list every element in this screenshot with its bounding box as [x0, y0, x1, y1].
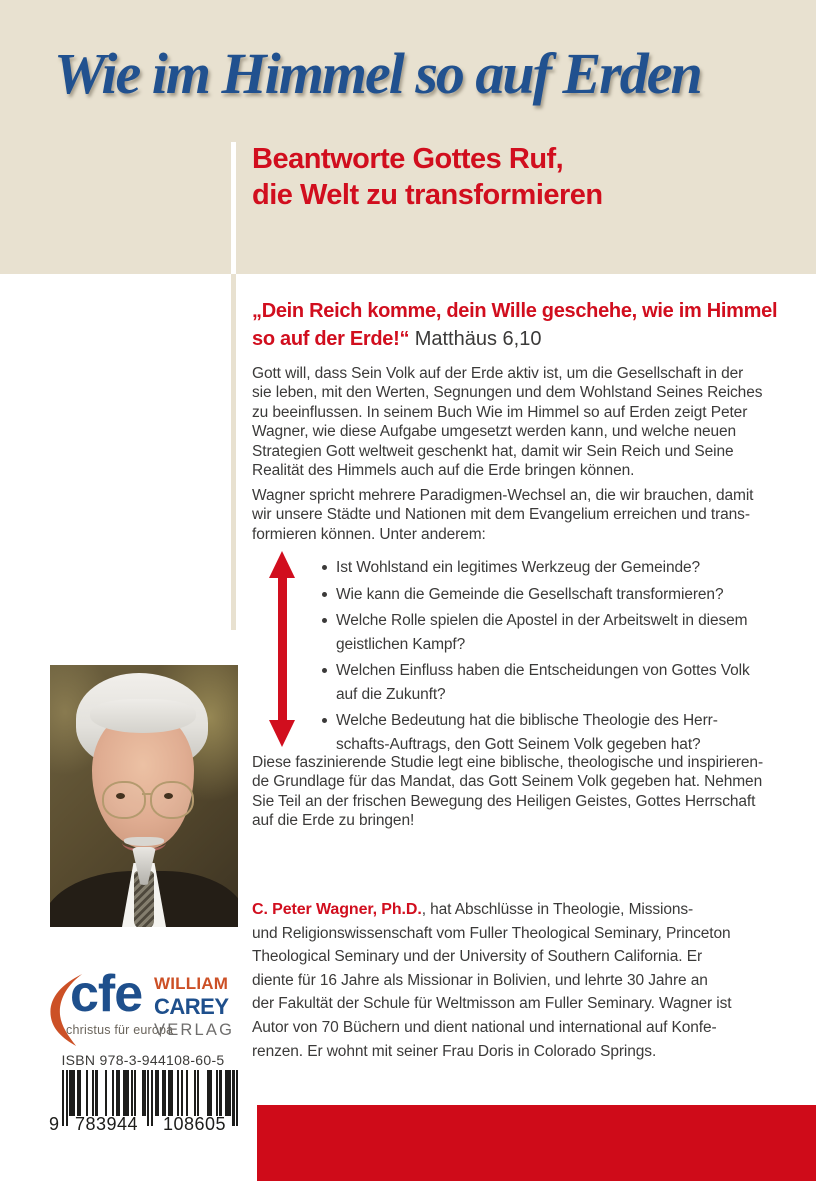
- vertical-divider-white: [231, 142, 236, 274]
- bullet-item: Welche Rolle spielen die Apostel in der Arbeitswelt in diesem geistlichen Kampf?: [336, 609, 750, 656]
- photo-mustache: [124, 837, 164, 846]
- photo-eye: [116, 793, 125, 799]
- bullet-item: Ist Wohlstand ein legitimes Werkzeug der Gemeinde?: [336, 556, 750, 580]
- author-bio: [252, 898, 732, 1063]
- book-subtitle: Beantworte Gottes Ruf, die Welt zu transformieren: [252, 143, 603, 211]
- bullet-item: Welchen Einfluss haben die Entscheidungen von Gottes Volk auf die Zukunft?: [336, 659, 750, 706]
- barcode-digit-group: 783944: [74, 1114, 139, 1134]
- photo-glasses-right: [150, 781, 194, 819]
- photo-glasses-bridge: [142, 793, 152, 795]
- paragraph-paradigm: Wagner spricht mehrere Paradigmen-Wechsel an, die wir brauchen, damit wir unsere Städte und Nationen mit dem Evangelium erreichen und trans- formieren können. Unter anderem:: [252, 487, 754, 543]
- isbn-label: ISBN 978-3-944108-60-5: [61, 1052, 225, 1068]
- author-bio-text: , hat Abschlüsse in Theologie, Missions- und Religionswissenschaft vom Fuller Theological Seminary, Princeton Theological Seminary und der University of Southern California. Er diente für 16 Jahre als Missionar in Bolivien, und lehrte 30 Jahre an der Fakultät der Schule für Weltmisson am Fuller Seminary. Wagner ist Autor von 70 Büchern und dient national und international auf Konfe- renzen. Er wohnt mit seiner Frau Doris in Colorado Springs.: [252, 901, 732, 1060]
- verlag-line-verlag: VERLAG: [154, 1021, 235, 1039]
- isbn-block: [48, 1052, 238, 1134]
- quote-line1: „Dein Reich komme, dein Wille geschehe, wie im Himmel: [252, 300, 778, 322]
- arrow-down-head: [269, 720, 295, 747]
- cfe-logo-text: cfe: [70, 965, 143, 1023]
- barcode: [49, 1070, 238, 1134]
- bullet-item: Wie kann die Gemeinde die Gesellschaft transformieren?: [336, 583, 750, 607]
- author-name: C. Peter Wagner, Ph.D.: [252, 901, 422, 918]
- paragraph-closing: Diese faszinierende Studie legt eine biblische, theologische und inspirieren- de Grundlage für das Mandat, das Gott Seinem Volk gegeben hat. Nehmen Sie Teil an der frischen Bewegung des Heiligen Geistes, Gottes Herrschaft auf die Erde zu bringen!: [252, 754, 764, 830]
- bullet-item: Welche Bedeutung hat die biblische Theologie des Herr- schafts-Auftrags, den Gott Seinem Volk gegeben hat?: [336, 709, 750, 756]
- arrow-up-head: [269, 551, 295, 578]
- arrow-shaft: [278, 575, 287, 723]
- double-arrow-icon: [269, 551, 295, 747]
- paragraph-intro: Gott will, dass Sein Volk auf der Erde aktiv ist, um die Gesellschaft in der sie leben, mit den Werten, Segnungen und dem Wohlstand Seines Reiches zu beeinflussen. In seinem Buch Wie im Himmel so auf Erden zeigt Peter Wagner, wie diese Aufgabe umgesetzt werden kann, und welche neuen Strategien Gott weltweit geschenkt hat, damit wir Sein Reich und Seine Realität des Himmels auch auf die Erde bringen können.: [252, 365, 763, 480]
- photo-eye: [164, 793, 173, 799]
- cfe-tagline: christus für europa: [66, 1023, 174, 1037]
- barcode-digit-group: 9: [49, 1114, 60, 1134]
- question-bullet-list: [252, 556, 750, 759]
- bottom-red-band: [257, 1105, 816, 1181]
- photo-hair-fringe: [90, 699, 196, 733]
- william-carey-verlag-logo: [154, 975, 234, 1039]
- vertical-divider-beige: [231, 274, 236, 630]
- bible-quote: [252, 297, 777, 353]
- barcode-digit-group: 108605: [162, 1114, 227, 1134]
- quote-line2: so auf der Erde!“: [252, 328, 410, 350]
- verlag-line-carey: CAREY: [154, 994, 229, 1019]
- book-title: Wie im Himmel so auf Erden: [54, 41, 701, 106]
- verlag-line-william: WILLIAM: [154, 974, 229, 993]
- photo-glasses-left: [102, 781, 146, 819]
- quote-reference: Matthäus 6,10: [409, 328, 542, 350]
- author-photo: [50, 665, 238, 927]
